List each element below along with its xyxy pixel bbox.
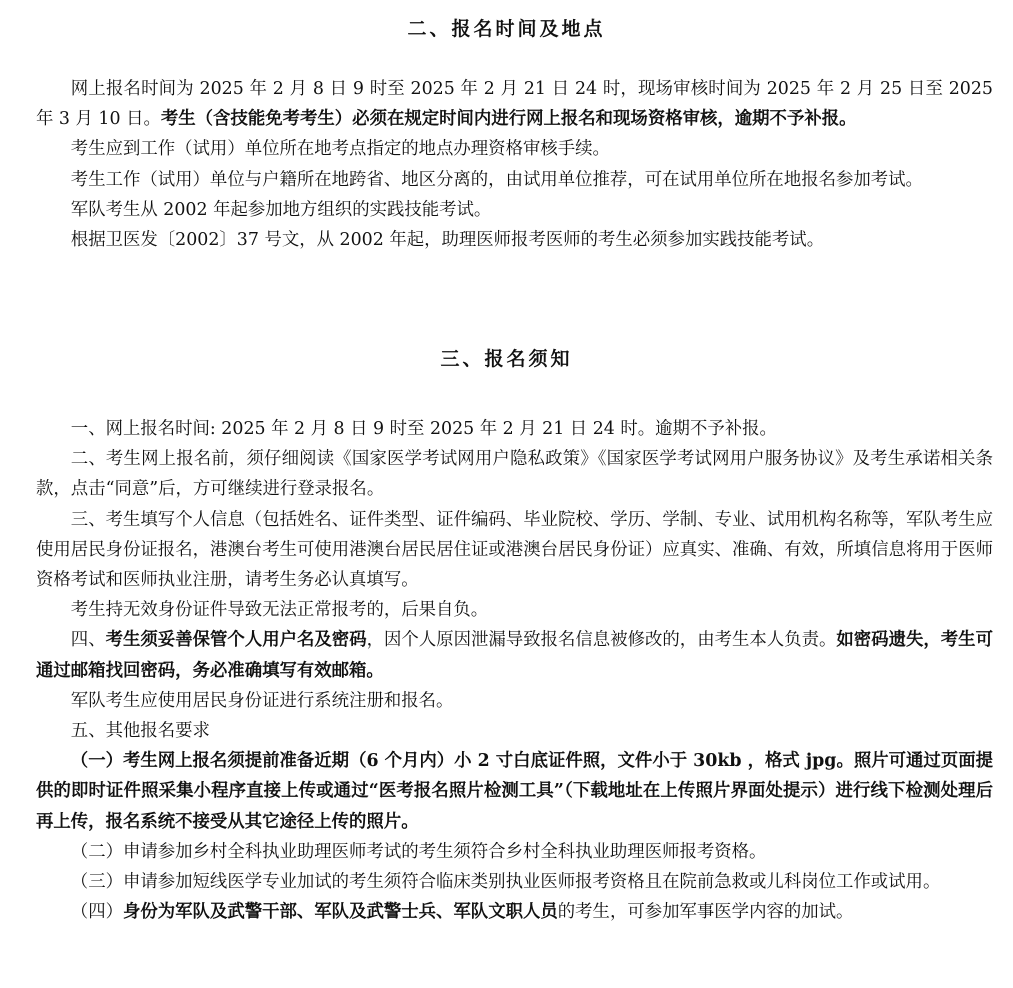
section-3-paragraph: 三、考生填写个人信息（包括姓名、证件类型、证件编码、毕业院校、学历、学制、专业、试用机构名称等，军队考生应使用居民身份证报名，港澳台考生可使用港澳台居民居住证或港澳台居民身份证）应真实、准确、有效，所填信息将用于医师资格考试和医师执业注册，请考生务必认真填写。	[36, 509, 993, 591]
section-2-paragraph	[36, 74, 993, 134]
section-2-body	[36, 74, 993, 255]
section-3-paragraph: 二、考生网上报名前，须仔细阅读《国家医学考试网用户隐私政策》《国家医学考试网用户服务协议》及考生承诺相关条款，点击“同意”后，方可继续进行登录报名。	[36, 449, 993, 500]
section-3-paragraph: 考生持无效身份证件导致无法正常报考的，后果自负。	[70, 600, 489, 621]
item-number: 四、	[70, 630, 106, 651]
section-3-paragraph	[36, 897, 993, 927]
section-2-paragraph: 考生应到工作（试用）单位所在地考点指定的地点办理资格审核手续。	[70, 139, 610, 160]
responsibility-text: ，因个人原因泄漏导致报名信息被修改的，由考生本人负责。	[366, 630, 837, 651]
section-3-paragraph	[36, 746, 993, 837]
section-2-title: 二、报名时间及地点	[407, 18, 606, 40]
military-exam-text: 的考生，可参加军事医学内容的加试。	[557, 902, 854, 923]
section-2-paragraph: 根据卫医发〔2002〕37 号文，从 2002 年起，助理医师报考医师的考生必须参加实践技能考试。	[70, 230, 825, 251]
section-3-paragraph	[36, 625, 993, 685]
section-2-paragraph: 军队考生从 2002 年起参加地方组织的实践技能考试。	[70, 199, 492, 220]
section-3-body	[36, 414, 993, 927]
section-3-paragraph: （三）申请参加短线医学专业加试的考生须符合临床类别执业医师报考资格且在院前急救或儿科岗位工作或试用。	[70, 872, 941, 893]
deadline-warning-text: 考生（含技能免考考生）必须在规定时间内进行网上报名和现场资格审核，逾期不予补报。	[160, 109, 857, 130]
item-number: （四）	[70, 902, 123, 923]
registration-period-text: 网上报名时间为 2025 年 2 月 8 日 9 时至 2025 年 2 月 21 日 24 时，现场审核时间为 2025 年 2 月 25 日至 2025 年 3 月 10 日。	[36, 79, 993, 130]
section-3-paragraph: （二）申请参加乡村全科执业助理医师考试的考生须符合乡村全科执业助理医师报考资格。	[70, 841, 767, 862]
photo-requirement-text: （一）考生网上报名须提前准备近期（6 个月内）小 2 寸白底证件照，文件小于 30kb ，格式 jpg。照片可通过页面提供的即时证件照采集小程序直接上传或通过“医考报名照片检测工具”（下载地址在上传照片界面处提示）进行线下检测处理后再上传，报名系统不接受从其它途径上传的照片。	[36, 751, 993, 832]
section-3-paragraph: 一、网上报名时间: 2025 年 2 月 8 日 9 时至 2025 年 2 月 21 日 24 时。逾期不予补报。	[70, 419, 777, 439]
section-3-title: 三、报名须知	[440, 348, 573, 370]
section-2-paragraph: 考生工作（试用）单位与户籍所在地跨省、地区分离的，由试用单位推荐，可在试用单位所在地报名参加考试。	[70, 169, 923, 190]
email-recovery-text: 如密码遗失，考生可通过邮箱找回密码，务必准确填写有效邮箱。	[36, 630, 993, 681]
section-3-paragraph: 五、其他报名要求	[70, 721, 210, 742]
military-identity-text: 身份为军队及武警干部、军队及武警士兵、军队文职人员	[122, 902, 558, 923]
password-warning-text: 考生须妥善保管个人用户名及密码	[105, 630, 367, 651]
section-3-paragraph: 军队考生应使用居民身份证进行系统注册和报名。	[70, 690, 454, 711]
